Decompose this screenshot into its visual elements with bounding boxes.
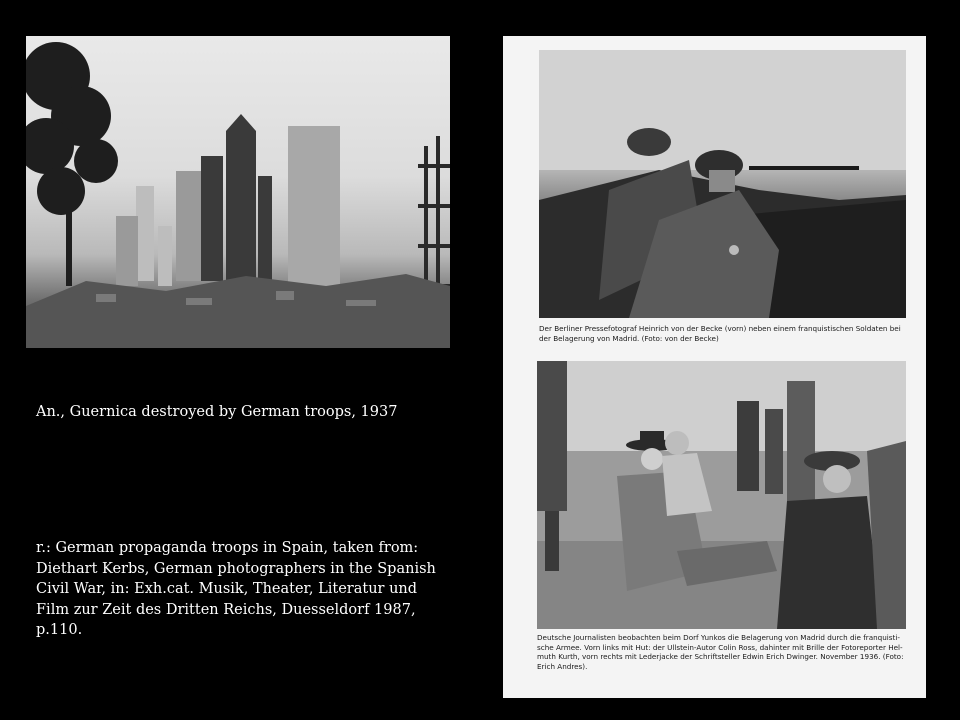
book-caption-line: Erich Andres). xyxy=(537,661,588,671)
book-caption-line: sche Armee. Vorn links mit Hut: der Ullstein-Autor Colin Ross, dahinter mit Brille der Fotoreporter Hel- xyxy=(537,642,903,652)
source-citation-line: p.110. xyxy=(36,622,83,638)
source-citation xyxy=(36,538,456,641)
book-page-scan xyxy=(503,36,926,698)
guernica-caption: An., Guernica destroyed by German troops, 1937 xyxy=(36,404,398,420)
source-citation-line: r.: German propaganda troops in Spain, taken from: xyxy=(36,540,419,556)
guernica-ruins-illustration xyxy=(26,36,450,348)
book-caption-line: Deutsche Journalisten beobachten beim Dorf Yunkos die Belagerung von Madrid durch die franquisti- xyxy=(537,633,900,642)
guernica-ruins-photo xyxy=(26,36,450,348)
soldiers-in-trench-illustration xyxy=(539,50,906,318)
source-citation-line: Film zur Zeit des Dritten Reichs, Duesseldorf 1987, xyxy=(36,601,416,618)
book-caption-bottom xyxy=(537,633,907,671)
book-caption-line: der Belagerung von Madrid. (Foto: von der Becke) xyxy=(539,333,719,343)
source-citation-line: Diethart Kerbs, German photographers in the Spanish xyxy=(36,560,436,577)
photographer-with-soldier-photo xyxy=(539,50,906,318)
journalists-group-illustration xyxy=(537,361,906,629)
book-caption-top xyxy=(539,324,909,343)
book-caption-line: muth Kurth, vorn rechts mit Lederjacke der Schriftsteller Edwin Erich Dwinger. November 1936. (Foto: xyxy=(537,652,904,661)
journalists-observing-siege-photo xyxy=(537,361,906,629)
book-caption-line: Der Berliner Pressefotograf Heinrich von der Becke (vorn) neben einem franquistischen Soldaten bei xyxy=(539,324,901,333)
source-citation-line: Civil War, in: Exh.cat. Musik, Theater, Literatur und xyxy=(36,581,418,597)
